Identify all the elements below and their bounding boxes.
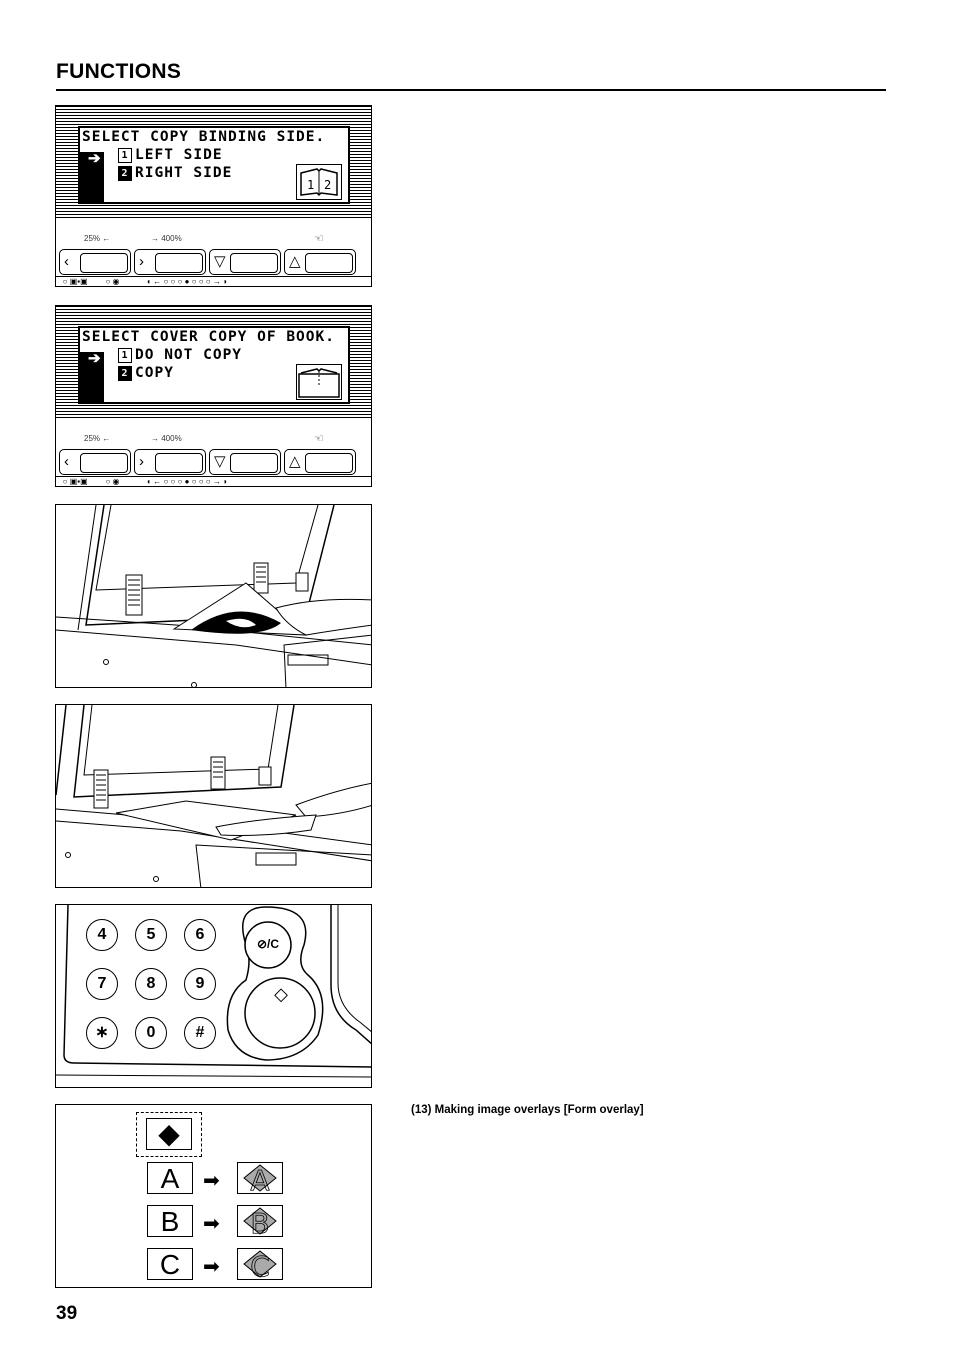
lcd-display [78, 126, 350, 204]
lcd-option-1[interactable]: 1 LEFT SIDE [118, 147, 223, 163]
left-key[interactable] [59, 249, 131, 275]
up-key[interactable] [284, 449, 356, 475]
hand-icon: ☜ [314, 233, 324, 245]
lcd-display [78, 326, 350, 404]
stop-clear-button[interactable]: ⊘/C [256, 937, 280, 951]
key-8[interactable]: 8 [135, 968, 167, 1000]
lcd-option-1[interactable]: 1 DO NOT COPY [118, 347, 242, 363]
lcd-option-2[interactable]: 2 RIGHT SIDE [118, 165, 232, 181]
overlay-b [237, 1205, 283, 1237]
enlarge-label: → 400% [151, 434, 182, 443]
original-b: B [147, 1205, 193, 1237]
overlay-c [237, 1248, 283, 1280]
book-icon [296, 164, 342, 200]
down-key[interactable] [209, 249, 281, 275]
left-key[interactable] [59, 449, 131, 475]
original-a: A [147, 1162, 193, 1194]
key-0[interactable]: 0 [135, 1017, 167, 1049]
lcd-title: SELECT COVER COPY OF BOOK. [82, 329, 335, 345]
select-arrow-icon: ➔ [88, 150, 101, 167]
chevron-right-icon: › [139, 453, 144, 470]
down-key[interactable] [209, 449, 281, 475]
right-key[interactable] [134, 249, 206, 275]
svg-text:2: 2 [324, 178, 332, 192]
chevron-left-icon: ‹ [64, 453, 69, 470]
cover-copy-panel [55, 305, 372, 487]
binding-side-panel [55, 105, 372, 287]
overlay-b-letter: B [250, 1207, 270, 1236]
section-caption: (13) Making image overlays [Form overlay] [411, 1104, 644, 1116]
right-key[interactable] [134, 449, 206, 475]
lcd-title: SELECT COPY BINDING SIDE. [82, 129, 326, 145]
section-title: FUNCTIONS [56, 60, 182, 83]
triangle-down-icon: ▽ [214, 253, 226, 270]
arrow-right-icon: ➡ [203, 1256, 220, 1278]
placing-original-illustration [55, 504, 372, 688]
original-c: C [147, 1248, 193, 1280]
reduce-label: 25% ← [84, 434, 111, 443]
key-hash[interactable]: # [184, 1017, 216, 1049]
key-9[interactable]: 9 [184, 968, 216, 1000]
up-key[interactable] [284, 249, 356, 275]
lcd-option-2[interactable]: 2 COPY [118, 365, 174, 381]
keypad-illustration [55, 904, 372, 1088]
overlay-a [237, 1162, 283, 1194]
key-6[interactable]: 6 [184, 919, 216, 951]
chevron-right-icon: › [139, 253, 144, 270]
cover-book-icon [296, 364, 342, 400]
select-arrow-icon: ➔ [88, 350, 101, 367]
key-7[interactable]: 7 [86, 968, 118, 1000]
page-number: 39 [56, 1303, 78, 1324]
header-rule [56, 89, 886, 91]
reduce-label: 25% ← [84, 234, 111, 243]
chevron-left-icon: ‹ [64, 253, 69, 270]
start-icon[interactable]: ◇ [274, 984, 288, 1004]
arrow-right-icon: ➡ [203, 1213, 220, 1235]
form-box: ◆ [146, 1118, 192, 1150]
triangle-up-icon: △ [289, 453, 301, 470]
triangle-up-icon: △ [289, 253, 301, 270]
form-overlay-illustration [55, 1104, 372, 1288]
indicator-strip: ○ ▣▪▣ ○ ◉ ◖ ← ○ ○ ○ ● ○ ○ ○ → ◗ [56, 276, 371, 286]
triangle-down-icon: ▽ [214, 453, 226, 470]
key-4[interactable]: 4 [86, 919, 118, 951]
key-5[interactable]: 5 [135, 919, 167, 951]
indicator-strip: ○ ▣▪▣ ○ ◉ ◖ ← ○ ○ ○ ● ○ ○ ○ → ◗ [56, 476, 371, 486]
overlay-c-letter: C [250, 1250, 270, 1279]
svg-text:1: 1 [307, 178, 315, 192]
key-star[interactable]: ∗ [86, 1017, 118, 1049]
form-frame [136, 1112, 202, 1157]
pressing-original-illustration [55, 704, 372, 888]
hand-icon: ☜ [314, 433, 324, 445]
enlarge-label: → 400% [151, 234, 182, 243]
arrow-right-icon: ➡ [203, 1170, 220, 1192]
overlay-a-letter: A [250, 1164, 270, 1193]
